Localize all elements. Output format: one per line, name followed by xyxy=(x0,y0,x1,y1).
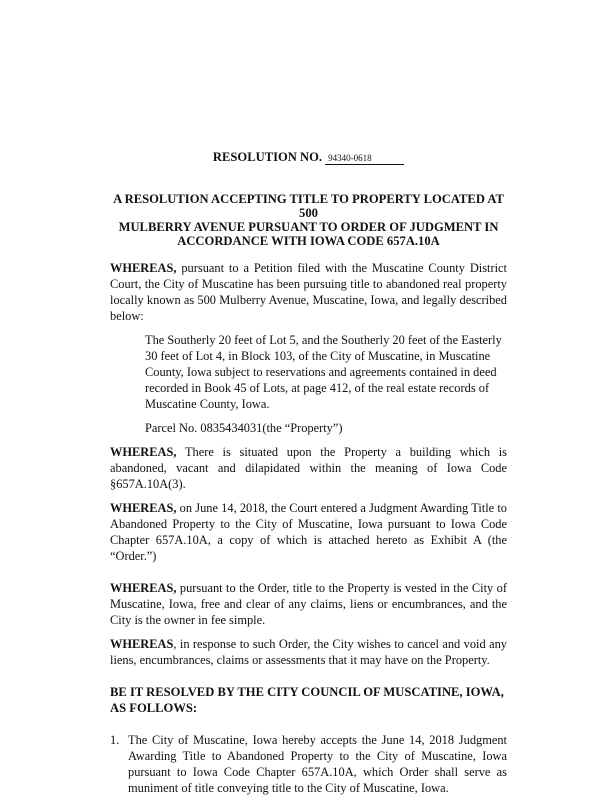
whereas-paragraph-1 xyxy=(110,260,507,324)
paragraph-text: pursuant to the Order, title to the Property is vested in the City of Muscatine, Iowa, free and clear of any claims, liens or encumbrances, and the City is the owner in fee simple. xyxy=(110,581,507,627)
resolution-label: RESOLUTION NO. xyxy=(212,150,323,164)
heading-line: ACCORDANCE WITH IOWA CODE 657A.10A xyxy=(177,234,440,248)
whereas-paragraph-2 xyxy=(110,444,507,492)
legal-description: The Southerly 20 feet of Lot 5, and the Southerly 20 feet of the Easterly 30 feet of Lot 4, in Block 103, of the City of Muscatine, in Muscatine County, Iowa subject to reservations and agreements contained in deed recorded in Book 45 of Lots, at page 412, of the real estate records of Muscatine County, Iowa. xyxy=(145,333,502,411)
resolution-number: 94340-0618 xyxy=(325,152,404,165)
whereas-paragraph-4 xyxy=(110,580,507,628)
heading-line: A RESOLUTION ACCEPTING TITLE TO PROPERTY LOCATED AT 500 xyxy=(113,192,504,220)
whereas-label: WHEREAS, xyxy=(110,501,177,515)
resolution-item xyxy=(110,732,507,796)
parcel-number: Parcel No. 0835434031(the “Property”) xyxy=(145,421,343,435)
whereas-paragraph-3 xyxy=(110,500,507,564)
paragraph-text: pursuant to a Petition filed with the Muscatine County District Court, the City of Muscatine has been pursuing title to abandoned real property locally known as 500 Mulberry Avenue, Muscatine, Iowa, and legally described below: xyxy=(110,261,507,323)
heading-line: MULBERRY AVENUE PURSUANT TO ORDER OF JUDGMENT IN xyxy=(118,220,499,234)
item-number: 1. xyxy=(110,733,120,747)
paragraph-text: on June 14, 2018, the Court entered a Judgment Awarding Title to Abandoned Property to the City of Muscatine, Iowa pursuant to Iowa Code Chapter 657A.10A, a copy of which is attached hereto as Exhibit A (the “Order.”) xyxy=(110,501,507,563)
paragraph-text: There is situated upon the Property a building which is abandoned, vacant and dilapidated within the meaning of Iowa Code §657A.10A(3). xyxy=(110,445,507,491)
paragraph-text: , in response to such Order, the City wishes to cancel and void any liens, encumbrances, claims or assessments that it may have on the Property. xyxy=(110,637,507,667)
whereas-label: WHEREAS, xyxy=(110,261,177,275)
whereas-label: WHEREAS xyxy=(110,637,174,651)
item-text: The City of Muscatine, Iowa hereby accepts the June 14, 2018 Judgment Awarding Title to Abandoned Property to the City of Muscatine, Iowa pursuant to Iowa Code Chapter 657A.10A, which Order shall serve as muniment of title conveying title to the City of Muscatine, Iowa. xyxy=(128,733,507,795)
resolution-title xyxy=(110,149,507,165)
whereas-paragraph-5 xyxy=(110,636,507,668)
resolved-heading: BE IT RESOLVED BY THE CITY COUNCIL OF MUSCATINE, IOWA, AS FOLLOWS: xyxy=(110,685,504,715)
whereas-label: WHEREAS, xyxy=(110,445,177,459)
whereas-label: WHEREAS, xyxy=(110,581,177,595)
document-page xyxy=(110,149,507,796)
resolution-heading xyxy=(110,192,507,248)
